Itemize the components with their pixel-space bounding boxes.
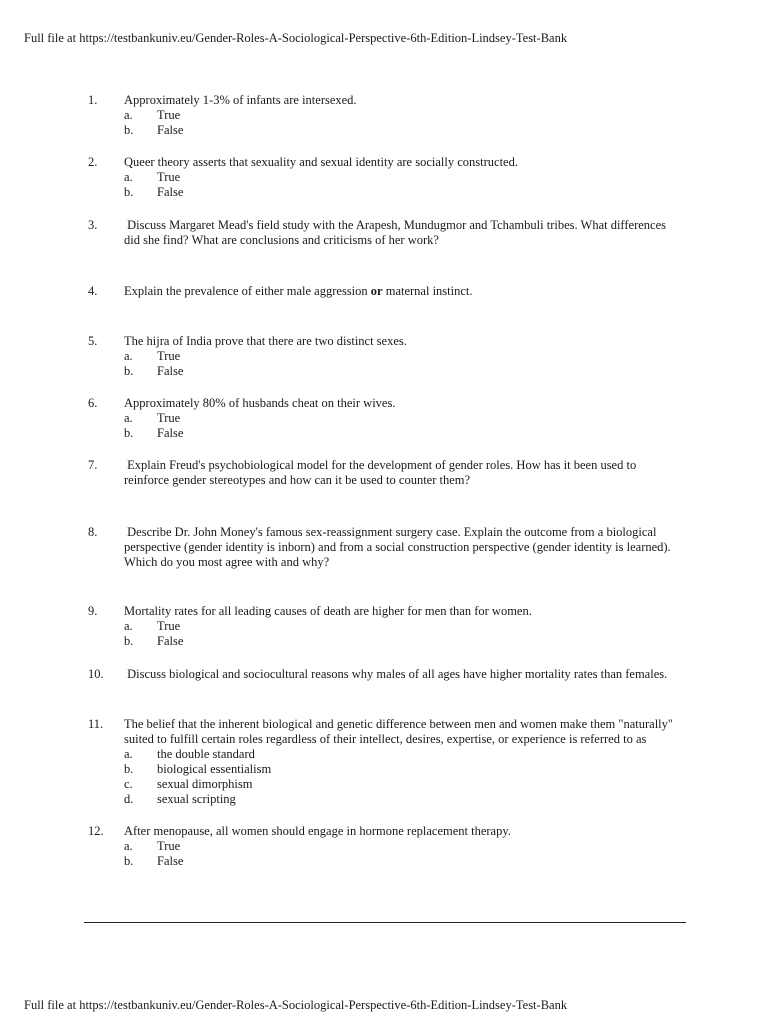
- option-b: [124, 762, 688, 777]
- option-a: [124, 349, 688, 364]
- option-letter: a.: [124, 619, 133, 633]
- question-text: After menopause, all women should engage in hormone replacement therapy.: [124, 824, 511, 838]
- question-text: Mortality rates for all leading causes of death are higher for men than for women.: [124, 604, 532, 618]
- question-number: 7.: [88, 458, 98, 472]
- option-text: True: [157, 170, 181, 184]
- option-b: [124, 426, 688, 441]
- question-10: [88, 667, 688, 682]
- question-12: [88, 824, 688, 869]
- question-text-line: Describe Dr. John Money's famous sex-reassignment surgery case. Explain the outcome from a biological: [124, 525, 657, 539]
- option-b: [124, 185, 688, 200]
- question-11: [88, 717, 688, 807]
- option-text: True: [157, 411, 181, 425]
- option-text: biological essentialism: [157, 762, 272, 776]
- question-5: [88, 334, 688, 379]
- option-letter: a.: [124, 170, 133, 184]
- option-text: False: [157, 426, 184, 440]
- option-letter: a.: [124, 349, 133, 363]
- question-4: [88, 284, 688, 299]
- option-letter: a.: [124, 747, 133, 761]
- option-letter: a.: [124, 411, 133, 425]
- option-text: sexual dimorphism: [157, 777, 253, 791]
- option-text: the double standard: [157, 747, 255, 761]
- option-text: True: [157, 839, 181, 853]
- option-b: [124, 364, 688, 379]
- question-text-line: did she find? What are conclusions and criticisms of her work?: [124, 233, 439, 247]
- question-number: 8.: [88, 525, 98, 539]
- option-letter: b.: [124, 123, 134, 137]
- question-number: 11.: [88, 717, 104, 731]
- option-letter: a.: [124, 839, 133, 853]
- option-letter: b.: [124, 854, 134, 868]
- emphasis-or: or: [370, 284, 383, 298]
- option-letter: d.: [124, 792, 134, 806]
- question-text: Explain the prevalence of either male aggression: [124, 284, 368, 298]
- option-text: sexual scripting: [157, 792, 236, 806]
- option-d: [124, 792, 688, 807]
- option-text: False: [157, 854, 184, 868]
- option-a: [124, 108, 688, 123]
- option-a: [124, 170, 688, 185]
- question-number: 4.: [88, 284, 98, 298]
- option-b: [124, 854, 688, 869]
- question-3: [88, 218, 688, 248]
- option-letter: b.: [124, 762, 134, 776]
- option-letter: c.: [124, 777, 133, 791]
- option-text: False: [157, 185, 184, 199]
- option-text: False: [157, 634, 184, 648]
- question-text: Approximately 80% of husbands cheat on their wives.: [124, 396, 396, 410]
- question-text-line: suited to fulfill certain roles regardless of their intellect, desires, expertise, or experience is referred to as: [124, 732, 647, 746]
- option-letter: b.: [124, 364, 134, 378]
- question-text: Queer theory asserts that sexuality and sexual identity are socially constructed.: [124, 155, 518, 169]
- question-7: [88, 458, 688, 488]
- question-number: 3.: [88, 218, 98, 232]
- option-letter: a.: [124, 108, 133, 122]
- question-text-line: The belief that the inherent biological and genetic difference between men and women make them "naturally": [124, 717, 673, 731]
- question-number: 1.: [88, 93, 98, 107]
- option-text: False: [157, 364, 184, 378]
- question-number: 12.: [88, 824, 104, 838]
- option-a: [124, 619, 688, 634]
- question-text-line: Explain Freud's psychobiological model for the development of gender roles. How has it been used to: [124, 458, 637, 472]
- option-c: [124, 777, 688, 792]
- question-text-line: perspective (gender identity is inborn) and from a social construction perspective (gender identity is learned).: [124, 540, 671, 554]
- question-8: [88, 525, 688, 570]
- question-text-line: reinforce gender stereotypes and how can it be used to counter them?: [124, 473, 471, 487]
- question-2: [88, 155, 688, 200]
- option-letter: b.: [124, 634, 134, 648]
- question-number: 5.: [88, 334, 98, 348]
- question-text: Discuss biological and sociocultural reasons why males of all ages have higher mortality rates than females.: [124, 667, 668, 681]
- footer-source-link: Full file at https://testbankuniv.eu/Gender-Roles-A-Sociological-Perspective-6th-Edition-Lindsey-Test-Bank: [24, 998, 568, 1012]
- question-text: The hijra of India prove that there are two distinct sexes.: [124, 334, 407, 348]
- option-a: [124, 839, 688, 854]
- option-text: False: [157, 123, 184, 137]
- option-letter: b.: [124, 185, 134, 199]
- header-source-link: Full file at https://testbankuniv.eu/Gender-Roles-A-Sociological-Perspective-6th-Edition-Lindsey-Test-Bank: [24, 31, 568, 45]
- option-b: [124, 123, 688, 138]
- question-number: 10.: [88, 667, 104, 681]
- footer-divider: [84, 922, 686, 923]
- question-number: 6.: [88, 396, 98, 410]
- option-text: True: [157, 349, 181, 363]
- option-text: True: [157, 108, 181, 122]
- question-1: [88, 93, 688, 138]
- question-text-end: maternal instinct.: [385, 284, 473, 298]
- question-9: [88, 604, 688, 649]
- option-letter: b.: [124, 426, 134, 440]
- question-number: 2.: [88, 155, 98, 169]
- option-a: [124, 747, 688, 762]
- option-text: True: [157, 619, 181, 633]
- question-text: Approximately 1-3% of infants are intersexed.: [124, 93, 357, 107]
- option-a: [124, 411, 688, 426]
- question-text-line: Discuss Margaret Mead's field study with the Arapesh, Mundugmor and Tchambuli tribes. What differences: [124, 218, 667, 232]
- question-6: [88, 396, 688, 441]
- question-text-line: Which do you most agree with and why?: [124, 555, 330, 569]
- option-b: [124, 634, 688, 649]
- question-number: 9.: [88, 604, 98, 618]
